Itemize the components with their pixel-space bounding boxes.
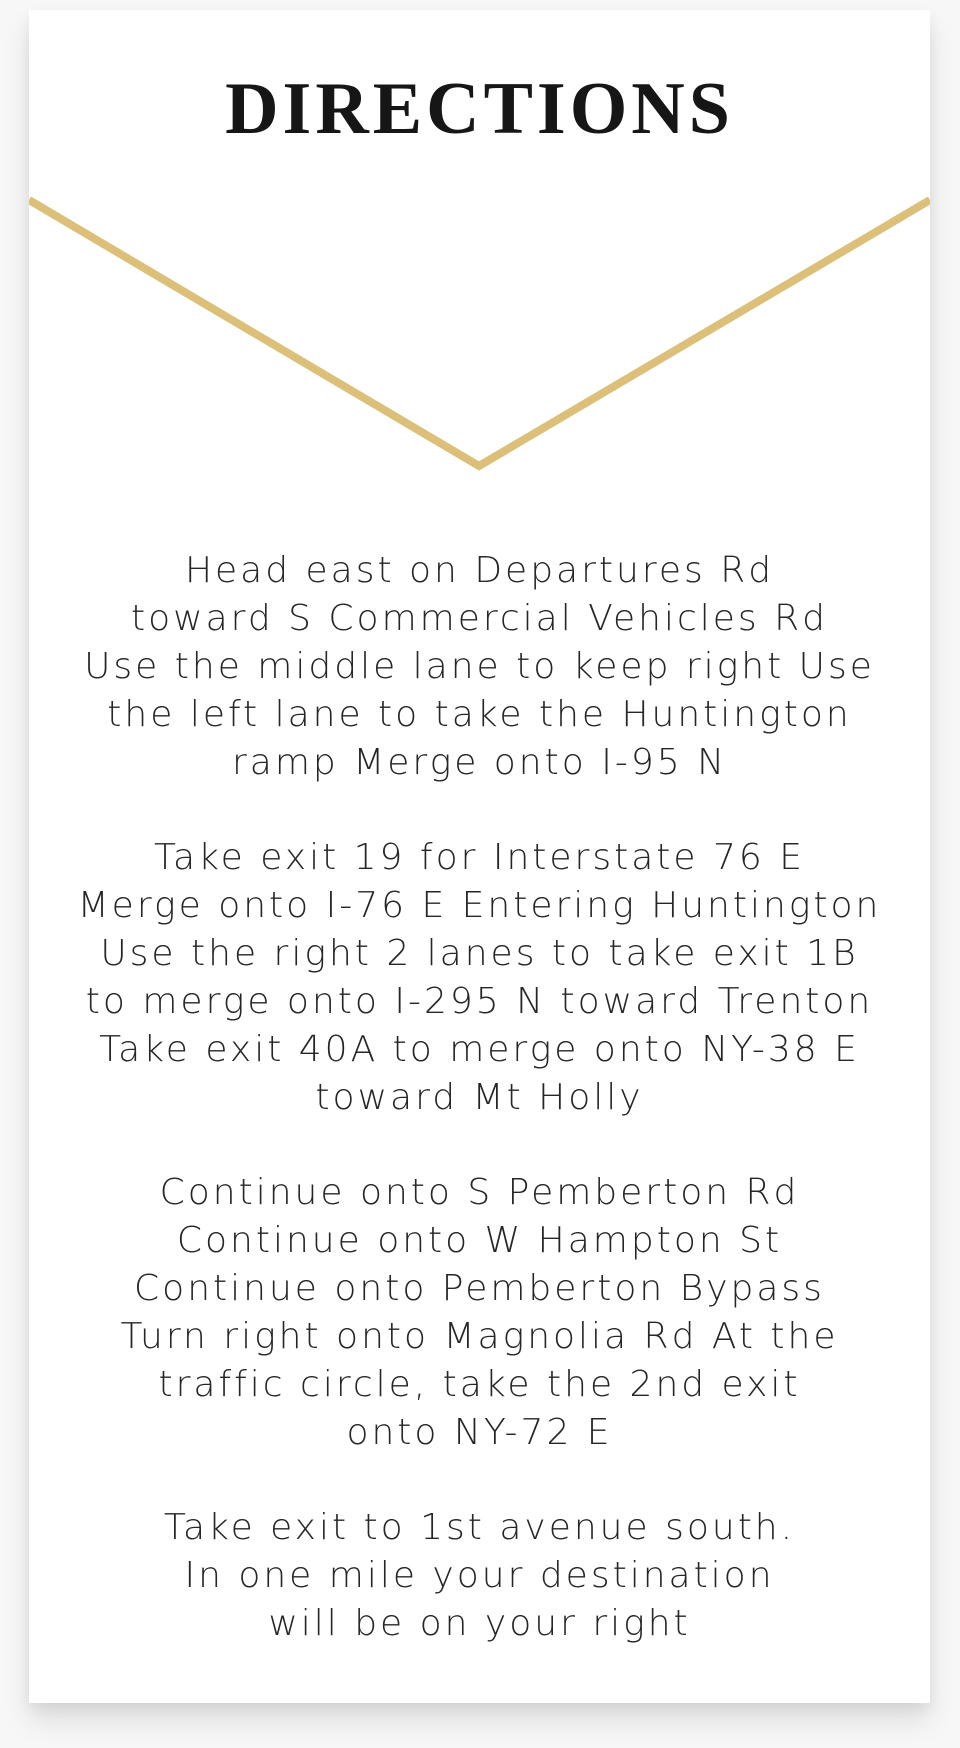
direction-line: Take exit 40A to merge onto NY-38 E — [99, 1029, 860, 1070]
direction-line: Use the right 2 lanes to take exit 1B — [100, 933, 859, 974]
direction-line: ramp Merge onto I-95 N — [231, 742, 727, 783]
direction-line: Merge onto I-76 E Entering Huntington — [77, 885, 882, 926]
direction-line: Turn right onto Magnolia Rd At the — [120, 1316, 839, 1357]
directions-paragraph-3 — [29, 1169, 930, 1457]
direction-line: Continue onto W Hampton St — [176, 1220, 783, 1261]
direction-line: to merge onto I-295 N toward Trenton — [85, 981, 874, 1022]
direction-line: Continue onto Pemberton Bypass — [134, 1268, 825, 1309]
directions-paragraph-4 — [29, 1504, 930, 1648]
direction-line: the left lane to take the Huntington — [107, 694, 852, 735]
card-title: DIRECTIONS — [225, 68, 734, 150]
direction-line: Take exit 19 for Interstate 76 E — [154, 837, 805, 878]
direction-line: toward Mt Holly — [315, 1077, 644, 1118]
direction-line: In one mile your destination — [184, 1555, 775, 1596]
direction-line: onto NY-72 E — [346, 1412, 613, 1453]
directions-card — [29, 10, 930, 1703]
direction-line: Continue onto S Pemberton Rd — [159, 1172, 800, 1213]
directions-paragraph-1 — [29, 547, 930, 787]
direction-line: Head east on Departures Rd — [184, 550, 775, 591]
direction-line: Use the middle lane to keep right Use — [84, 646, 875, 687]
directions-text — [29, 547, 930, 1695]
chevron-line — [29, 200, 930, 466]
direction-line: Take exit to 1st avenue south. — [163, 1507, 796, 1548]
directions-paragraph-2 — [29, 834, 930, 1122]
direction-line: will be on your right — [268, 1603, 691, 1644]
direction-line: toward S Commercial Vehicles Rd — [131, 598, 828, 639]
direction-line: traffic circle, take the 2nd exit — [158, 1364, 801, 1405]
